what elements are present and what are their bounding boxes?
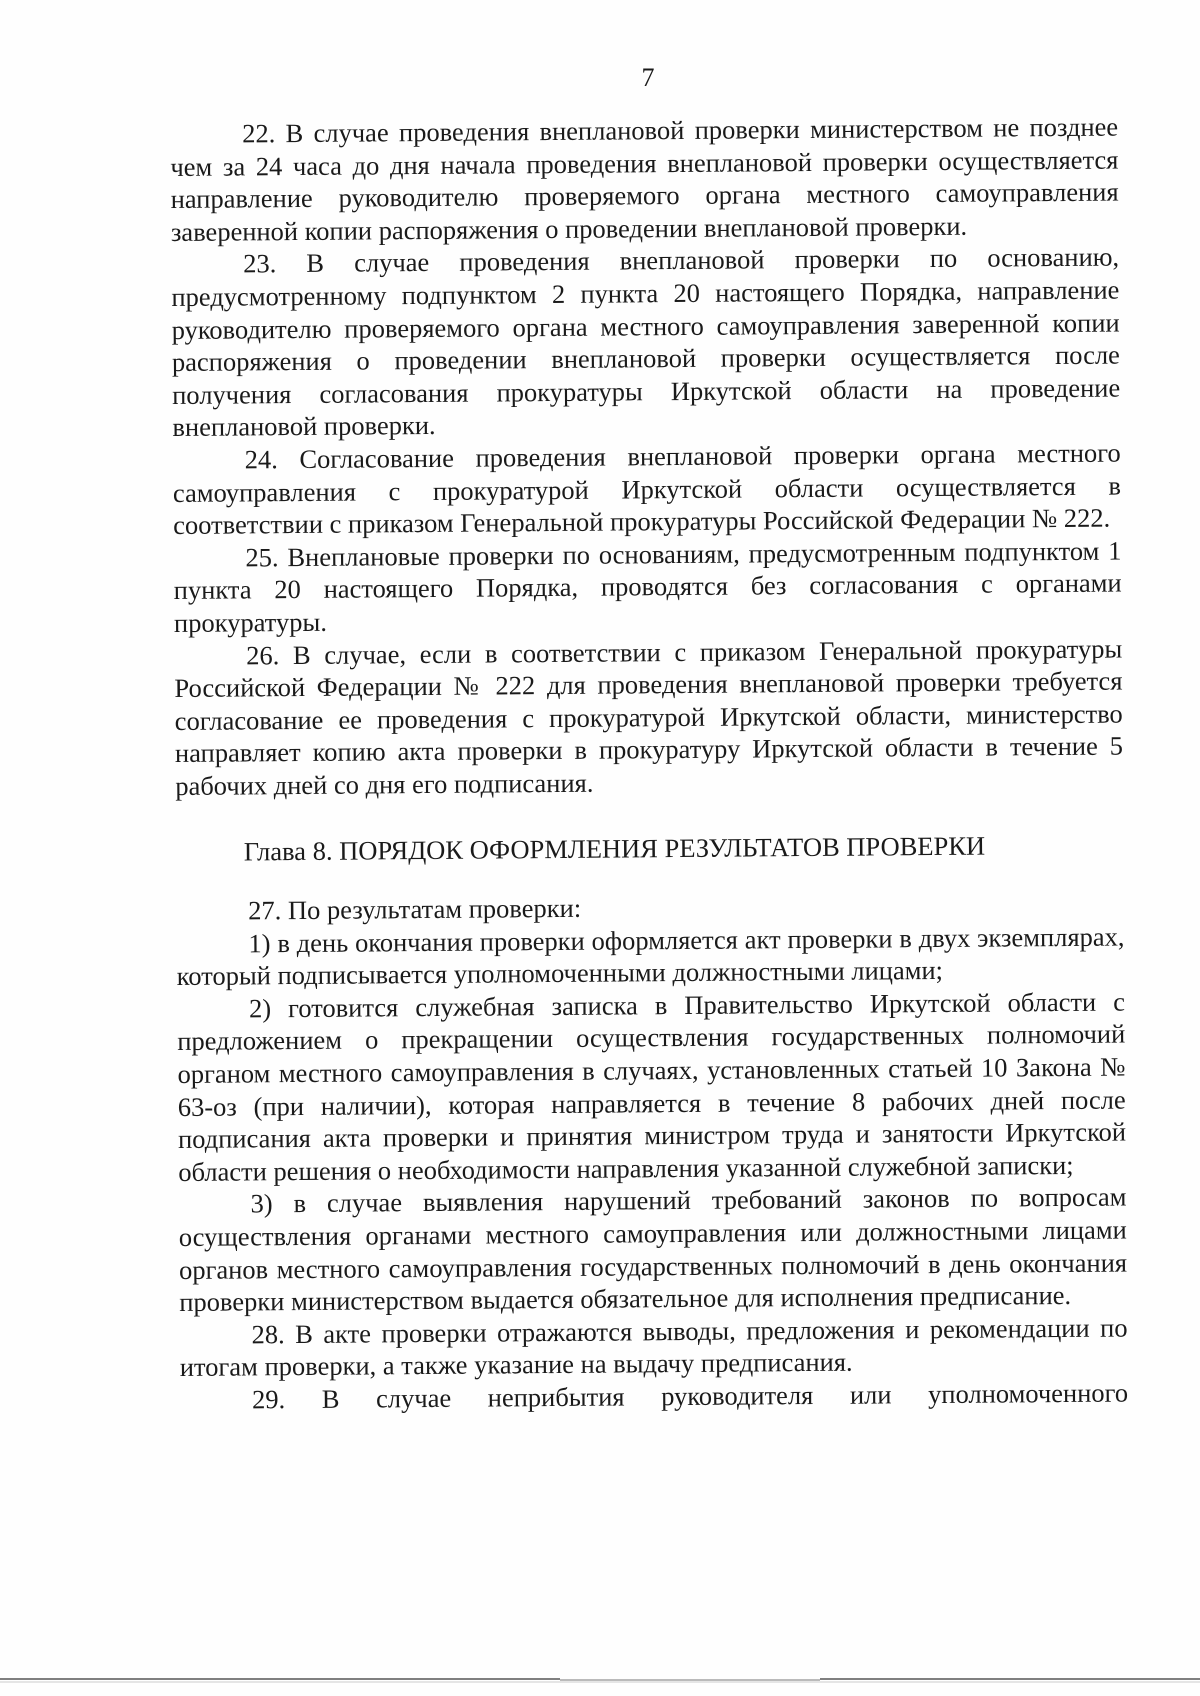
scan-edge-lines-graphic [0, 1676, 1200, 1686]
paragraph-27-item-2: 2) готовится служебная записка в Правительство Иркутской области с предложением о прекращении осуществления государственных полномочий органом местного самоуправления в случаях, установленных статьей 10 Закона № 63-оз (при наличии), которая направляется в течение 8 рабочих дней после подписания акта проверки и принятия министром труда и занятости Иркутской области решения о необходимости направления указанной служебной записки; [177, 986, 1127, 1187]
paragraph-29: 29. В случае неприбытия руководителя или уполномоченного [251, 1377, 1129, 1415]
paragraph-27-item-3: 3) в случае выявления нарушений требований законов по вопросам осуществления органами местного самоуправления или должностными лицами органов местного самоуправления государственных полномочий в день окончания проверки министерством выдается обязательное для исполнения предписание. [178, 1181, 1128, 1318]
paragraph-26: 26. В случае, если в соответствии с приказом Генеральной прокуратуры Российской Федерации № 222 для проведения внеплановой проверки требуется согласование ее проведения с прокуратурой Иркутской области, министерство направляет копию акта проверки в прокуратуру Иркутской области в течение 5 рабочих дней со дня его подписания. [174, 633, 1124, 801]
document-body [170, 111, 1128, 1417]
paragraph-27: 27. По результатам проверки: [248, 892, 582, 926]
paragraph-27-item-1: 1) в день окончания проверки оформляется акт проверки в двух экземплярах, который подписывается уполномоченными должностными лицами; [176, 921, 1125, 992]
paragraph-28: 28. В акте проверки отражаются выводы, предложения и рекомендации по итогам проверки, а также указание на выдачу предписания. [179, 1312, 1128, 1383]
paragraph-24: 24. Согласование проведения внеплановой проверки органа местного самоуправления с прокуратурой Иркутской области осуществляется в соответствии с приказом Генеральной прокуратуры Российской Федерации № 222. [172, 437, 1122, 541]
paragraph-25: 25. Внеплановые проверки по основаниям, предусмотренным подпунктом 1 пункта 20 настоящего Порядка, проводятся без согласования с органами прокуратуры. [173, 535, 1122, 638]
page-number: 7 [641, 63, 655, 92]
paragraph-23: 23. В случае проведения внеплановой проверки по основанию, предусмотренному подпунктом 2 пункта 20 настоящего Порядка, направление руководителю проверяемого органа местного самоуправления заверенной копии распоряжения о проведении внеплановой проверки осуществляется после получения согласования прокуратуры Иркутской области на проведение внеплановой проверки. [171, 241, 1121, 443]
scan-edge-lines [0, 1676, 1200, 1686]
paragraph-22: 22. В случае проведения внеплановой проверки министерством не позднее чем за 24 часа до дня начала проведения внеплановой проверки осуществляется направление руководителю проверяемого органа местного самоуправления заверенной копии распоряжения о проведении внеплановой проверки. [170, 111, 1119, 247]
chapter-heading: Глава 8. ПОРЯДОК ОФОРМЛЕНИЯ РЕЗУЛЬТАТОВ ПРОВЕРКИ [243, 831, 986, 867]
